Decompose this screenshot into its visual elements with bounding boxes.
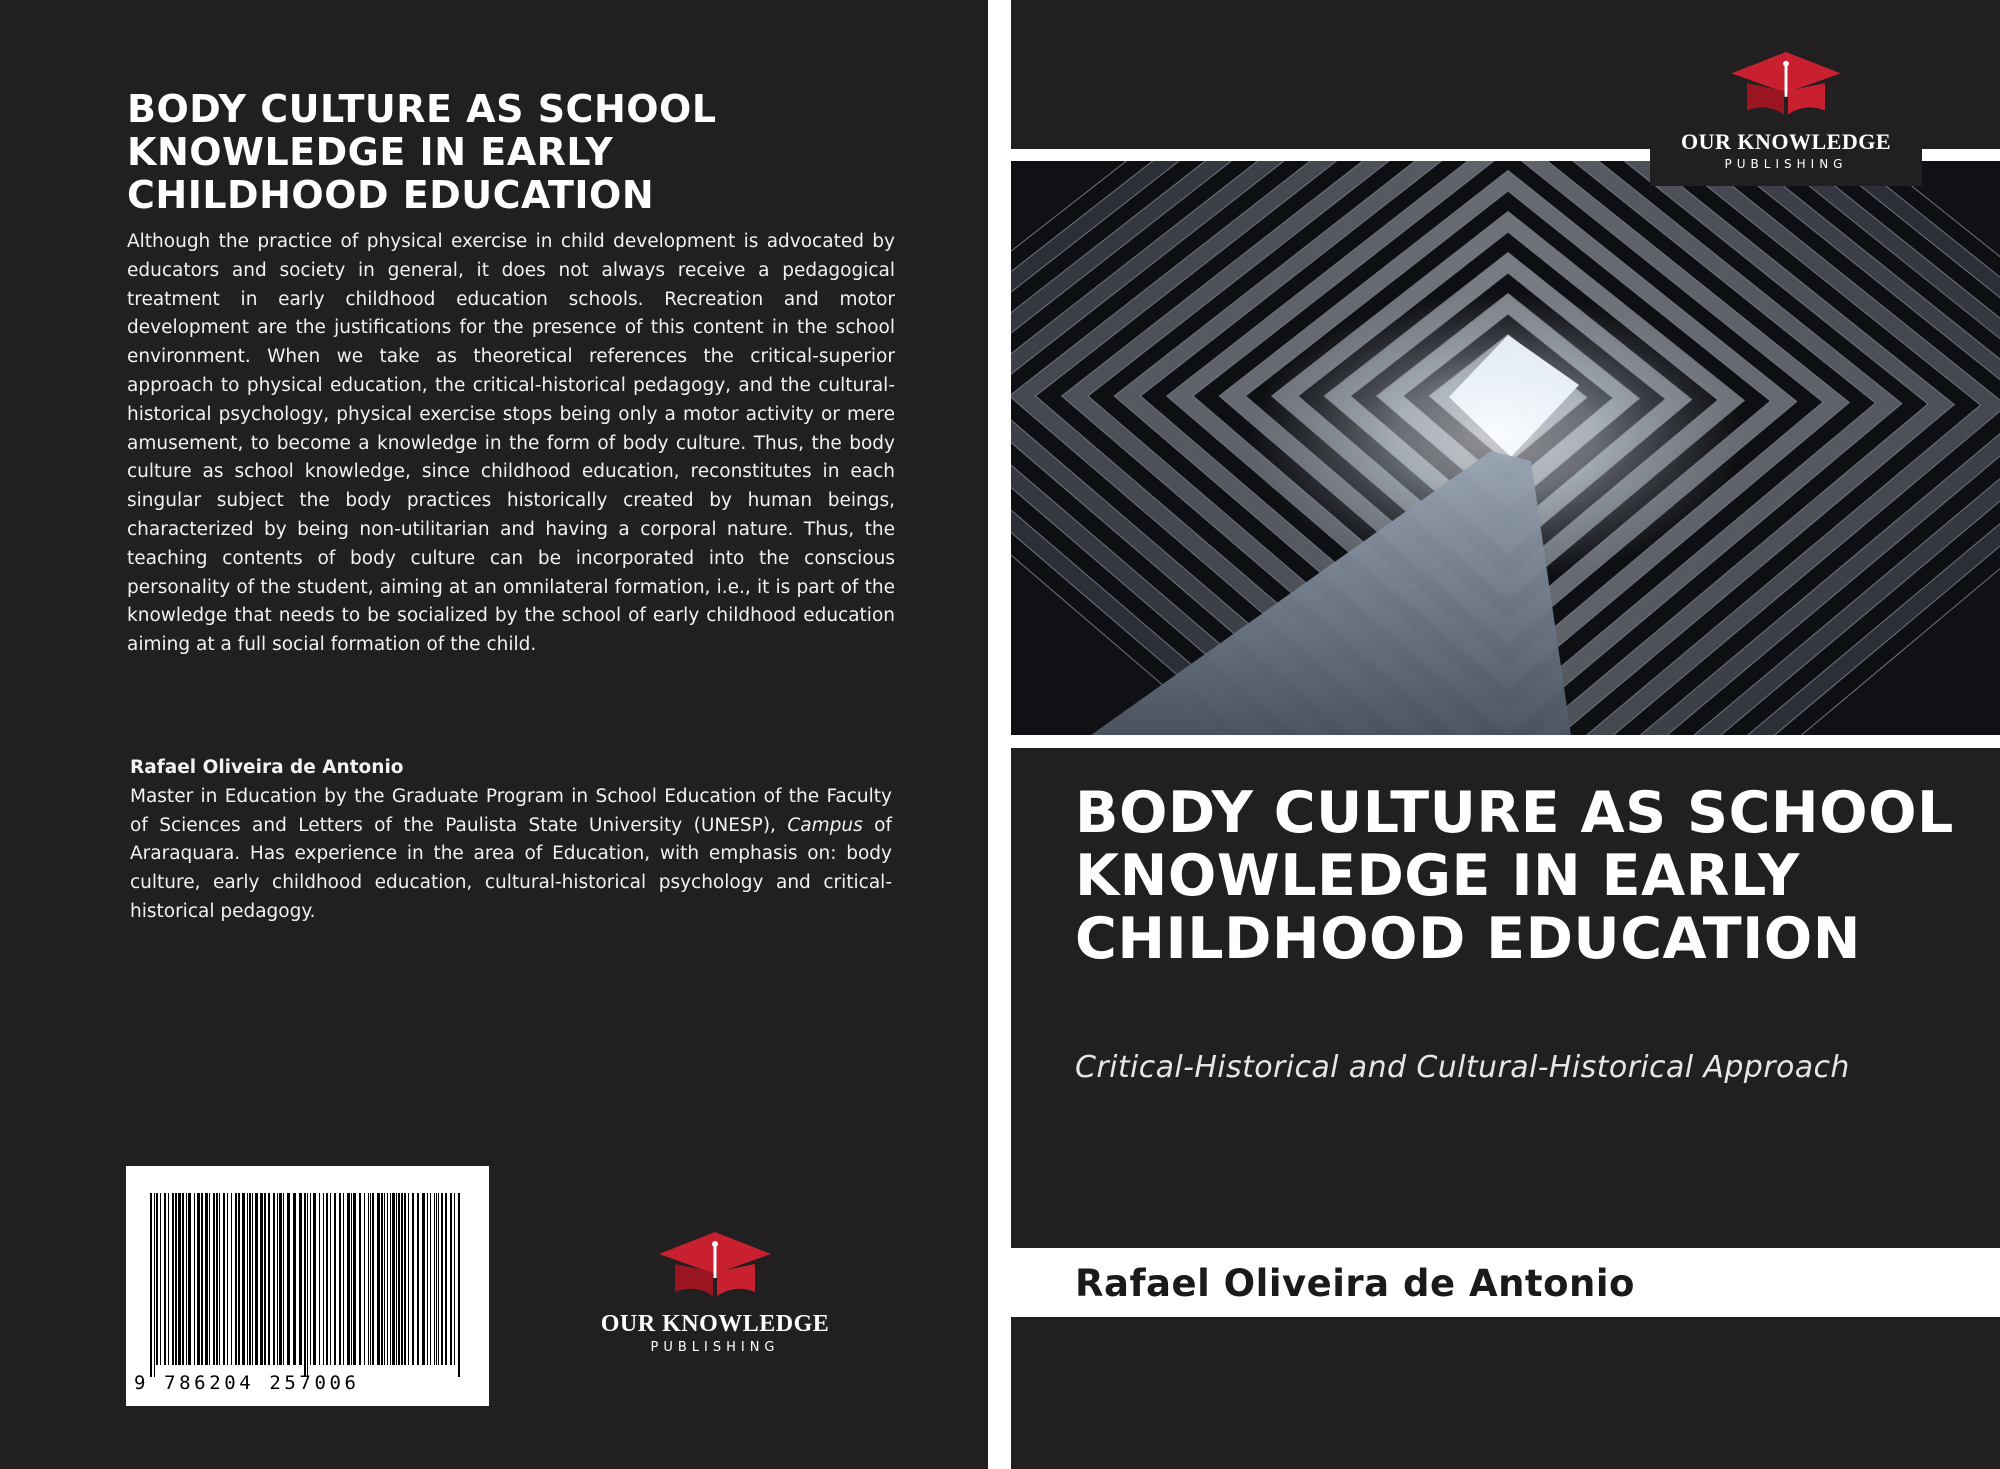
barcode-bar <box>150 1193 152 1377</box>
barcode-bar <box>412 1193 414 1365</box>
barcode-bar <box>398 1193 400 1365</box>
barcode-bar <box>323 1193 324 1365</box>
front-bottom-band <box>1011 1317 2000 1469</box>
front-cover <box>1011 0 2000 1469</box>
author-name: Rafael Oliveira de Antonio <box>130 757 404 778</box>
publisher-logo-front <box>1661 50 1911 171</box>
barcode-bar <box>339 1193 341 1365</box>
barcode-bar <box>255 1193 258 1365</box>
barcode-bar <box>422 1193 425 1365</box>
barcode-bar <box>235 1193 237 1365</box>
barcode-bar <box>310 1193 311 1365</box>
barcode-bar <box>194 1193 195 1365</box>
barcode-bar <box>347 1193 350 1365</box>
barcode-bar <box>154 1193 155 1377</box>
publisher-sub: PUBLISHING <box>1724 157 1848 171</box>
isbn-barcode <box>126 1166 489 1406</box>
barcode-bar <box>392 1193 395 1365</box>
barcode-bar <box>313 1193 316 1365</box>
barcode-icon <box>126 1166 489 1406</box>
barcode-bar <box>160 1193 161 1365</box>
author-bio-text: Master in Education by the Graduate Program in School Education of the Faculty of Sciences and Letters of the Paulista State University (UNESP), <box>130 785 892 836</box>
barcode-bar <box>201 1193 203 1365</box>
barcode-bar <box>450 1193 452 1365</box>
barcode-bar <box>343 1193 344 1365</box>
publisher-logo-back <box>590 1230 840 1355</box>
spine-gap <box>988 0 1011 1469</box>
barcode-bar <box>445 1193 447 1365</box>
barcode-bar <box>178 1193 181 1365</box>
barcode-bar <box>434 1193 435 1365</box>
back-cover-title: BODY CULTURE AS SCHOOL KNOWLEDGE IN EARLY CHILDHOOD EDUCATION <box>127 87 717 217</box>
isbn-number: 9 786204 257006 <box>134 1372 360 1394</box>
front-cover-author: Rafael Oliveira de Antonio <box>1075 1262 1635 1305</box>
barcode-bar <box>377 1193 380 1365</box>
publisher-sub: PUBLISHING <box>650 1340 780 1355</box>
barcode-bar <box>396 1193 397 1365</box>
barcode-bar <box>436 1193 437 1365</box>
barcode-bar <box>438 1193 439 1365</box>
barcode-bar <box>249 1193 251 1365</box>
barcode-bar <box>372 1193 374 1365</box>
barcode-bar <box>213 1193 215 1365</box>
barcode-bar <box>186 1193 187 1365</box>
barcode-bar <box>205 1193 208 1365</box>
barcode-bar <box>231 1193 232 1365</box>
graduation-cap-book-icon <box>1727 50 1845 128</box>
author-bio-text-rest: of Araraquara. Has experience in the area of Education, with emphasis on: body culture, early childhood education, cultural-historical psychology and critical-historical pedagogy. <box>130 814 892 922</box>
front-author-band <box>1011 1248 2000 1317</box>
barcode-bar <box>283 1193 284 1365</box>
barcode-bar <box>279 1193 282 1365</box>
author-bio-block <box>130 754 892 927</box>
barcode-bar <box>364 1193 365 1365</box>
barcode-bar <box>260 1193 263 1365</box>
graduation-cap-book-icon <box>655 1230 775 1310</box>
barcode-bar <box>277 1193 278 1365</box>
barcode-bar <box>156 1193 158 1365</box>
barcode-bar <box>299 1193 302 1365</box>
barcode-bar <box>293 1193 296 1365</box>
barcode-bar <box>219 1193 220 1365</box>
publisher-name: OUR KNOWLEDGE <box>1680 129 1892 154</box>
barcode-bar <box>188 1193 191 1365</box>
barcode-bar <box>264 1193 266 1365</box>
barcode-bar <box>164 1193 166 1365</box>
barcode-bar <box>454 1193 455 1365</box>
barcode-bar <box>404 1193 406 1365</box>
barcode-bar <box>334 1193 336 1365</box>
front-cover-title: BODY CULTURE AS SCHOOL KNOWLEDGE IN EARLY CHILDHOOD EDUCATION <box>1075 780 1954 972</box>
barcode-bar <box>307 1193 308 1377</box>
barcode-bar <box>304 1193 306 1377</box>
barcode-bar <box>223 1193 225 1365</box>
barcode-bar <box>430 1193 431 1365</box>
barcode-bar <box>172 1193 174 1365</box>
author-bio <box>130 783 892 927</box>
barcode-bar <box>268 1193 270 1365</box>
back-cover <box>0 0 988 1469</box>
publisher-name: OUR KNOWLEDGE <box>600 1311 830 1337</box>
front-title-block <box>1011 748 2000 1248</box>
barcode-bar <box>387 1193 388 1365</box>
barcode-bar <box>417 1193 419 1365</box>
barcode-bar <box>351 1193 352 1365</box>
barcode-bar <box>326 1193 328 1365</box>
barcode-bar <box>238 1193 240 1365</box>
barcode-bar <box>353 1193 356 1365</box>
barcode-bar <box>209 1193 210 1365</box>
author-bio-campus: Campus <box>787 814 863 836</box>
barcode-bar <box>227 1193 228 1365</box>
barcode-bar <box>390 1193 391 1365</box>
barcode-bar <box>273 1193 275 1365</box>
barcode-bar <box>216 1193 218 1365</box>
barcode-bar <box>370 1193 371 1365</box>
barcode-bar <box>319 1193 320 1365</box>
barcode-bar <box>168 1193 169 1365</box>
barcode-bar <box>247 1193 248 1365</box>
barcode-bar <box>458 1193 460 1377</box>
barcode-bar <box>441 1193 443 1365</box>
barcode-bar <box>242 1193 245 1365</box>
barcode-bar <box>368 1193 369 1365</box>
barcode-bar <box>384 1193 385 1365</box>
barcode-bar <box>359 1193 361 1365</box>
barcode-bar <box>182 1193 184 1365</box>
barcode-bar <box>401 1193 403 1365</box>
barcode-bar <box>252 1193 253 1365</box>
barcode-bar <box>381 1193 383 1365</box>
barcode-bar <box>330 1193 331 1365</box>
barcode-bar <box>175 1193 177 1365</box>
back-cover-blurb: Although the practice of physical exercise in child development is advocated by educators and society in general, it does not always receive a pedagogical treatment in early childhood education schools. Recreation and motor development are the justifications for the presence of this content in the school environment. When we take as theoretical references the critical-superior approach to physical education, the critical-historical pedagogy, and the cultural-historical psychology, physical exercise stops being only a motor activity or mere amusement, to become a knowledge in the form of body culture. Thus, the body culture as school knowledge, since childhood education, reconstitutes in each singular subject the body practices historically created by human beings, characterized by being non-utilitarian and having a corporal nature. Thus, the teaching contents of body culture can be incorporated into the conscious personality of the student, aiming at an omnilateral formation, i.e., it is part of the knowledge that needs to be socialized by the school of early childhood education aiming at a full social formation of the child. <box>127 231 895 656</box>
cover-photo <box>1011 161 2000 735</box>
barcode-bar <box>427 1193 428 1365</box>
barcode-bar <box>197 1193 200 1365</box>
barcode-bar <box>408 1193 409 1365</box>
front-cover-subtitle: Critical-Historical and Cultural-Historical Approach <box>1075 1050 1850 1085</box>
stairwell-photo <box>1011 161 2000 735</box>
barcode-bar <box>287 1193 290 1365</box>
